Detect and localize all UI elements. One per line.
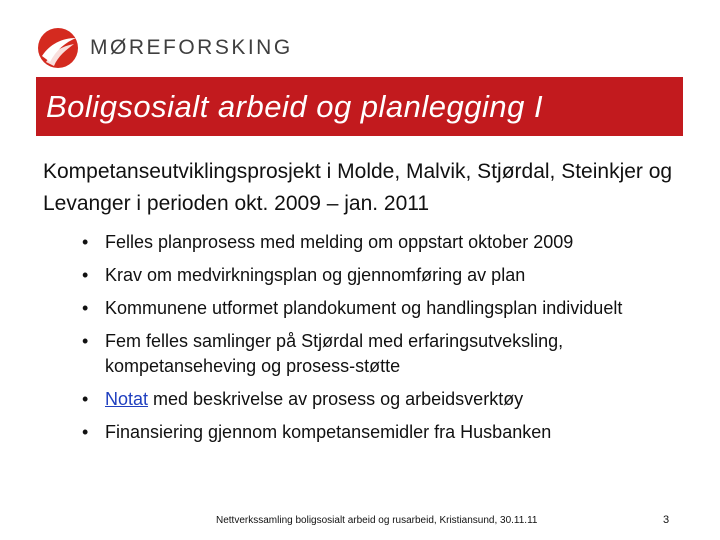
bullet-text: Krav om medvirkningsplan og gjennomføring av plan (105, 265, 526, 285)
moreforsking-logo-icon (36, 26, 80, 70)
bullet-item (0, 420, 705, 445)
bullet-text: Finansiering gjennom kompetansemidler fra Husbanken (105, 422, 552, 442)
bullet-item (0, 230, 705, 255)
logo (36, 26, 293, 70)
logo-text: MØREFORSKING (90, 36, 293, 59)
bullet-item (0, 387, 705, 412)
slide-subtitle: Kompetanseutviklingsprosjekt i Molde, Malvik, Stjørdal, Steinkjer og Levanger i perioden okt. 2009 – jan. 2011 (43, 160, 673, 215)
page-number: 3 (663, 514, 670, 526)
bullet-item (0, 329, 705, 379)
bullet-text: Fem felles samlinger på Stjørdal med erfaringsutveksling, kompetanseheving og prosess-støtte (105, 331, 564, 376)
bullet-list (0, 230, 705, 453)
bullet-text: Kommunene utformet plandokument og handlingsplan individuelt (105, 298, 623, 318)
slide-title: Boligsosialt arbeid og planlegging I (46, 88, 544, 124)
title-bar (36, 77, 683, 136)
notat-link[interactable]: Notat (105, 389, 149, 409)
bullet-item (0, 296, 705, 321)
bullet-item (0, 263, 705, 288)
footer-text: Nettverkssamling boligsosialt arbeid og rusarbeid, Kristiansund, 30.11.11 (216, 515, 538, 526)
bullet-text: med beskrivelse av prosess og arbeidsverktøy (148, 389, 524, 409)
bullet-text: Felles planprosess med melding om oppstart oktober 2009 (105, 232, 574, 252)
